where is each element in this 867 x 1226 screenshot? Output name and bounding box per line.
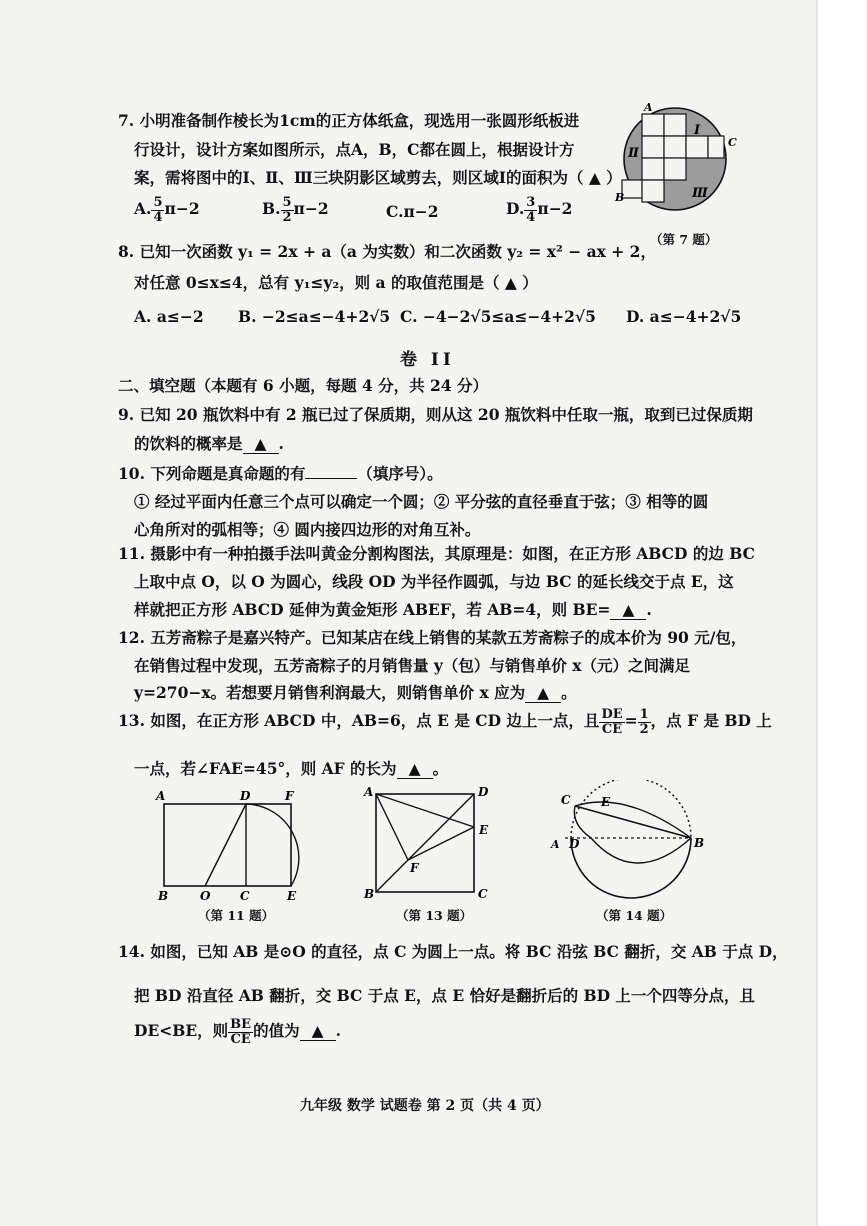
fig13-label-f: F — [410, 861, 419, 875]
q7-option-a: A. $\frac{5}{4}$ π−2 — [134, 195, 200, 225]
figure-11 — [150, 784, 310, 904]
q8-option-d: D. a≤−4+2√5 — [626, 307, 742, 326]
fig13-label-c: C — [478, 887, 488, 901]
figure-14 — [545, 780, 715, 904]
q10-line-3: 心角所对的弧相等；④ 圆内接四边形的对角互补。 — [134, 520, 481, 539]
fig7-region-2: Ⅱ — [628, 146, 639, 161]
q11-line-1: 11. 摄影中有一种拍摄手法叫黄金分割构图法，其原理是：如图，在正方形 ABCD 的边 BC — [118, 544, 755, 563]
q12-line-3: y=270−x。若想要月销售利润最大，则销售单价 x 应为 ▲ 。 — [134, 683, 577, 702]
fig11-label-c: C — [240, 889, 250, 903]
fig7-label-b: B — [615, 191, 625, 204]
q14-line-2: 把 BD 沿直径 AB 翻折，交 BC 于点 E，点 E 恰好是翻折后的 BD 上一个四等分点，且 — [134, 986, 755, 1005]
q14-line-3: DE<BE，则 $\frac{BE}{CE}$ 的值为 ▲ . — [134, 1017, 341, 1047]
fig14-label-b: B — [694, 836, 705, 850]
q9-line-1: 9. 已知 20 瓶饮料中有 2 瓶已过了保质期，则从这 20 瓶饮料中任取一瓶，取到已过保质期 — [118, 405, 753, 424]
fig14-label-d: D — [569, 837, 580, 851]
fig11-label-o: O — [200, 889, 211, 903]
q10-line-2: ① 经过平面内任意三个点可以确定一个圆；② 平分弦的直径垂直于弦；③ 相等的圆 — [134, 492, 709, 511]
q11-answer-blank: ▲ — [610, 600, 646, 620]
fig13-label-e: E — [479, 823, 489, 837]
fig14-label-a: A — [551, 838, 560, 851]
q13-line-2: 一点，若∠FAE=45°，则 AF 的长为 ▲ 。 — [134, 759, 449, 778]
q7-option-b: B. $\frac{5}{2}$ π−2 — [262, 195, 329, 225]
fig13-label-d: D — [478, 785, 489, 799]
q12-line-1: 12. 五芳斋粽子是嘉兴特产。已知某店在线上销售的某款五芳斋粽子的成本价为 90 元/包， — [118, 628, 747, 647]
figure-7 — [612, 103, 742, 228]
fig11-label-e: E — [287, 889, 297, 903]
fig14-label-e: E — [601, 795, 611, 809]
figure-13-caption: （第 13 题） — [396, 908, 473, 923]
fig13-label-b: B — [364, 887, 375, 901]
fig7-label-a: A — [644, 103, 653, 114]
q9-line-2: 的饮料的概率是 ▲ . — [134, 434, 284, 453]
fig11-label-f: F — [285, 789, 294, 803]
figure-13 — [358, 782, 498, 904]
fig14-label-c: C — [561, 793, 571, 807]
fig7-region-3: Ⅲ — [692, 186, 708, 201]
q7-line-1: 7. 小明准备制作棱长为1cm的正方体纸盒，现选用一张圆形纸板进 — [118, 111, 580, 130]
q8-line-1: 8. 已知一次函数 y₁ = 2x + a（a 为实数）和二次函数 y₂ = x² − ax + 2， — [118, 242, 656, 261]
page-right-margin — [818, 0, 867, 1226]
q12-line-2: 在销售过程中发现，五芳斋粽子的月销售量 y（包）与销售单价 x（元）之间满足 — [134, 656, 691, 675]
fig7-label-c: C — [728, 136, 737, 149]
q11-line-3: 样就把正方形 ABCD 延伸为黄金矩形 ABEF，若 AB=4，则 BE= ▲ . — [134, 600, 652, 619]
q12-answer-blank: ▲ — [525, 683, 561, 703]
q10-line-1: 10. 下列命题是真命题的有 （填序号）。 — [118, 464, 443, 483]
figure-7-caption: （第 7 题） — [650, 232, 718, 247]
q8-line-2: 对任意 0≤x≤4，总有 y₁≤y₂，则 a 的取值范围是（ ▲ ） — [134, 273, 538, 292]
q8-option-c: C. −4−2√5≤a≤−4+2√5 — [400, 307, 596, 326]
page-footer: 九年级 数学 试题卷 第 2 页（共 4 页） — [300, 1098, 550, 1114]
q10-answer-blank — [305, 478, 357, 479]
q7-option-d: D. $\frac{3}{4}$ π−2 — [506, 195, 573, 225]
section-title: 卷 II — [400, 350, 455, 370]
q13-answer-blank: ▲ — [397, 759, 433, 779]
figure-11-caption: （第 11 题） — [198, 908, 275, 923]
q13-line-1: 13. 如图，在正方形 ABCD 中，AB=6，点 E 是 CD 边上一点，且 $\frac{DE}{CE}$ = $\frac{1}{2}$ ，点 F 是 BD 上 — [118, 707, 772, 737]
fig11-label-b: B — [158, 889, 169, 903]
fig7-region-1: Ⅰ — [694, 123, 701, 138]
q8-option-b: B. −2≤a≤−4+2√5 — [238, 307, 391, 326]
q7-line-3: 案，需将图中的Ⅰ、Ⅱ、Ⅲ三块阴影区域剪去，则区域Ⅰ的面积为（ ▲ ） — [134, 168, 622, 187]
q7-option-c: C.π−2 — [386, 202, 439, 221]
fig13-label-a: A — [364, 785, 374, 799]
q11-line-2: 上取中点 O，以 O 为圆心，线段 OD 为半径作圆弧，与边 BC 的延长线交于点 E，这 — [134, 572, 734, 591]
q14-answer-blank: ▲ — [300, 1021, 336, 1041]
q9-answer-blank: ▲ — [243, 434, 279, 454]
fig11-label-d: D — [240, 789, 251, 803]
q14-line-1: 14. 如图，已知 AB 是⊙O 的直径，点 C 为圆上一点。将 BC 沿弦 BC 翻折，交 AB 于点 D， — [118, 942, 788, 961]
q8-option-a: A. a≤−2 — [134, 307, 204, 326]
q7-line-2: 行设计，设计方案如图所示，点A，B，C都在圆上，根据设计方 — [134, 140, 575, 159]
part-2-title: 二、填空题（本题有 6 小题，每题 4 分，共 24 分） — [118, 376, 489, 395]
fig11-label-a: A — [156, 789, 166, 803]
figure-14-caption: （第 14 题） — [596, 908, 673, 923]
